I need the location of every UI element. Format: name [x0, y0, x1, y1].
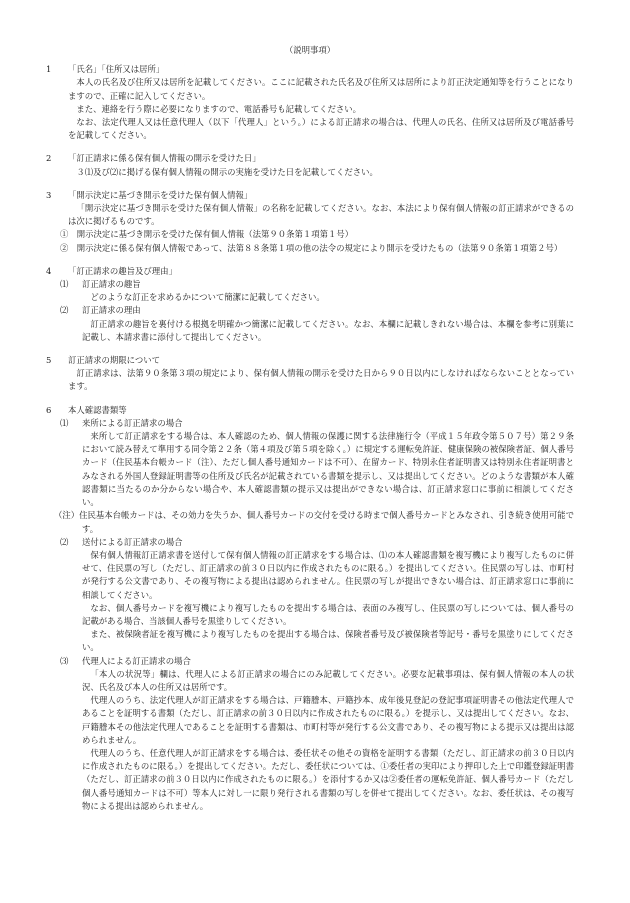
section-1 — [46, 63, 574, 142]
section-heading — [46, 404, 574, 417]
section-heading — [46, 152, 574, 165]
subsection-number: ⑶ — [60, 655, 69, 666]
document-title: （説明事項） — [284, 45, 336, 55]
paragraph: なお、法定代理人又は任意代理人（以下「代理人」という。）による訂正請求の場合は、代理人の氏名、住所又は居所及び電話番号を記載してください。 — [68, 117, 574, 141]
subsection-heading — [46, 304, 574, 317]
section-number: 1 — [46, 64, 52, 75]
section-heading — [46, 189, 574, 202]
paragraph: 「本人の状況等」欄は、代理人による訂正請求の場合にのみ記載してください。必要な記載事項は、保有個人情報の本人の状況、氏名及び本人の住所又は居所です。 — [82, 668, 574, 692]
section-number: 3 — [46, 189, 52, 200]
paragraph: 「開示決定に基づき開示を受けた保有個人情報」の名称を記載してください。なお、本法により保有個人情報の訂正請求ができるのは次に掲げるものです。 — [68, 203, 574, 227]
section-number: 2 — [46, 153, 52, 164]
paragraph: 訂正請求の趣旨を裏付ける根拠を明確かつ簡潔に記載してください。なお、本欄に記載しきれない場合は、本欄を参考に別葉に記載し、本請求書に添付して提出してください。 — [82, 318, 574, 342]
paragraph: なお、個人番号カードを複写機により複写したものを提出する場合は、表面のみ複写し、住民票の写しについては、個人番号の記載がある場合、当該個人番号を黒塗りしてください。 — [82, 602, 574, 626]
list-item: ② 開示決定に係る保有個人情報であって、法第８８条第１項の他の法令の規定により開示を受けたもの（法第９０条第１項第２号） — [60, 242, 563, 253]
subsection-heading — [46, 417, 574, 430]
paragraph: 代理人のうち、任意代理人が訂正請求をする場合は、委任状その他その資格を証明する書類（ただし、訂正請求の前３０日以内に作成されたものに限る。）を提出してください。ただし、委任状については、①委任者の実印により押印した上で印鑑登録証明書（ただし、訂正請求の前３０日以内に作成されたものに限る。）を添付するか又は②委任者の運転免許証、個人番号カード（ただし個人番号通知カードは不可）等本人に対し一に限り発行される書類の写しを併せて提出してください。なお、委任状は、その複写物による提出は認められません。 — [82, 747, 574, 811]
section-number: 5 — [46, 355, 52, 366]
section-3 — [46, 189, 574, 255]
paragraph: 代理人のうち、法定代理人が訂正請求をする場合は、戸籍謄本、戸籍抄本、成年後見登記の登記事項証明書その他法定代理人であることを証明する書類（ただし、訂正請求の前３０日以内に作成されたものに限る。）を提示し、又は提出してください。なお、戸籍謄本その他法定代理人であることを証明する書類は、市町村等が発行する公文書であり、その複写物による提示又は提出は認められません。 — [82, 695, 574, 745]
section-heading-text: 訂正請求の期限について — [68, 355, 160, 366]
paragraph: ３⑴及び⑵に掲げる保有個人情報の開示の実施を受けた日を記載してください。 — [76, 166, 378, 177]
section-number: 4 — [46, 265, 52, 276]
section-4 — [46, 265, 574, 344]
section-5 — [46, 354, 574, 394]
subsection-heading-text: 送付による訂正請求の場合 — [82, 536, 183, 547]
paragraph: また、連絡を行う際に必要になりますので、電話番号も記載してください。 — [76, 103, 361, 114]
paragraph: また、被保険者証を複写機により複写したものを提出する場合は、保険者番号及び被保険者等記号・番号を黒塗りにしてください。 — [82, 629, 574, 653]
section-heading-text: 「訂正請求に係る保有個人情報の開示を受けた日」 — [68, 153, 261, 164]
subsection-number: ⑵ — [60, 305, 69, 316]
paragraph: 来所して訂正請求をする場合は、本人確認のため、個人情報の保護に関する法律施行令（平成１５年政令第５０７号）第２９条において読み替えて準用する同令第２２条（第４項及び第５項を除く。）に規定する運転免許証、健康保険の被保険者証、個人番号カード（住民基本台帳カード（注）、ただし個人番号通知カードは不可）、在留カード、特別永住者証明書又は特別永住者証明書とみなされる外国人登録証明書等の住所及び氏名が記載されている書類を提示し、又は提出してください。どのような書類が本人確認書類に当たるのか分からない場合や、本人確認書類の提示又は提出ができない場合は、訂正請求窓口に事前に相談してください。 — [82, 431, 574, 508]
section-heading — [46, 354, 574, 367]
subsection-heading-text: 訂正請求の趣旨 — [82, 279, 141, 290]
section-number: 6 — [46, 404, 52, 415]
section-6 — [46, 404, 574, 813]
subsection-heading-text: 訂正請求の理由 — [82, 305, 141, 316]
subsection-number: ⑴ — [60, 279, 69, 290]
subsection-heading — [46, 655, 574, 668]
paragraph: 保有個人情報訂正請求書を送付して保有個人情報の訂正請求をする場合は、⑴の本人確認書類を複写機により複写したものに併せて、住民票の写し（ただし、訂正請求の前３０日以内に作成されたものに限る。）を提出してください。住民票の写しは、市町村が発行する公文書であり、その複写物による提出は認められません。住民票の写しが提出できない場合は、訂正請求窓口に事前に相談してください。 — [82, 549, 574, 600]
section-2 — [46, 152, 574, 178]
section-heading-text: 「開示決定に基づき開示を受けた保有個人情報」 — [68, 189, 253, 200]
section-heading-text: 「氏名」「住所又は居所」 — [68, 64, 165, 75]
subsection-heading — [46, 536, 574, 549]
list-item: ① 開示決定に基づき開示を受けた保有個人情報（法第９０条第１項第１号） — [60, 229, 354, 240]
section-heading-text: 「訂正請求の趣旨及び理由」 — [68, 265, 177, 276]
paragraph: 訂正請求は、法第９０条第３項の規定により、保有個人情報の開示を受けた日から９０日以内にしなければならないこととなっています。 — [68, 368, 574, 392]
subsection-number: ⑴ — [60, 417, 69, 428]
section-heading-text: 本人確認書類等 — [68, 404, 127, 415]
subsection-heading-text: 代理人による訂正請求の場合 — [82, 655, 191, 666]
subsection-heading-text: 来所による訂正請求の場合 — [82, 417, 183, 428]
paragraph: どのような訂正を求めるかについて簡潔に記載してください。 — [90, 292, 325, 303]
section-heading — [46, 265, 574, 278]
paragraph: 本人の氏名及び住所又は居所を記載してください。ここに記載された氏名及び住所又は居所により訂正決定通知等を行うことになりますので、正確に記入してください。 — [68, 77, 574, 101]
subsection-number: ⑵ — [60, 536, 69, 547]
footnote: （注）住民基本台帳カードは、その効力を失うか、個人番号カードの交付を受ける時まで個人番号カードとみなされ、引き続き使用可能です。 — [54, 510, 574, 534]
subsection-heading — [46, 278, 574, 291]
section-heading — [46, 63, 574, 76]
